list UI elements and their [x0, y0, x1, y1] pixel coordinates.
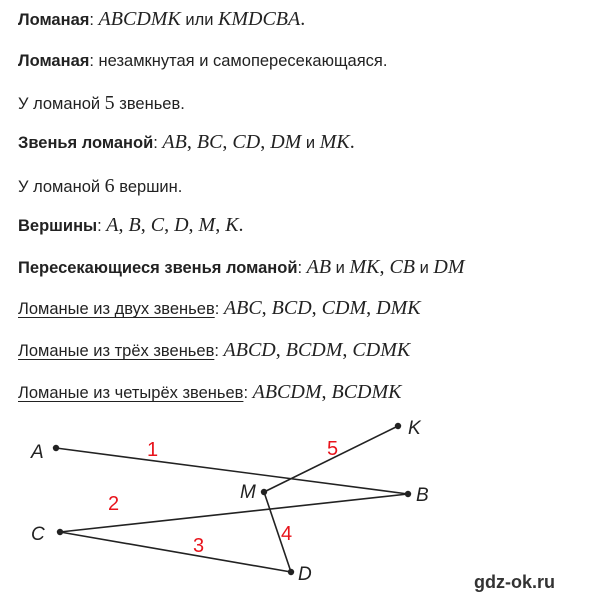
text: : — [214, 300, 224, 318]
text: , — [260, 131, 271, 153]
text: 6 — [104, 175, 115, 197]
text: . — [238, 214, 244, 236]
text: , — [215, 214, 226, 236]
math-text: AB — [162, 131, 187, 153]
text: , — [321, 381, 332, 403]
three-segment-polylines-line — [18, 339, 410, 362]
underlined-label: Ломаные из трёх звеньев — [18, 342, 215, 360]
math-text: ABCDMK — [98, 8, 181, 30]
math-text: DM — [433, 256, 465, 278]
polyline-figure — [0, 400, 592, 600]
segment-label-3: 3 — [193, 535, 205, 557]
text: : — [89, 11, 99, 29]
vertex-d — [288, 569, 294, 575]
math-text: CB — [389, 256, 416, 278]
text: , — [261, 297, 272, 319]
math-text: MK — [349, 256, 380, 278]
math-text: A — [106, 214, 119, 236]
vertices-list-line — [18, 214, 244, 237]
segment-label-4: 4 — [281, 523, 293, 545]
math-text: M — [198, 214, 216, 236]
intersecting-segments-line — [18, 256, 465, 279]
vertex-a — [53, 445, 59, 451]
math-text: AB — [306, 256, 332, 278]
math-text: CDMK — [352, 339, 411, 361]
term-label: Ломаная — [18, 52, 90, 70]
text: , — [311, 297, 322, 319]
label-m: M — [240, 482, 256, 503]
text: , — [118, 214, 129, 236]
text: , — [222, 131, 233, 153]
segment-label-1: 1 — [147, 439, 159, 461]
polyline-type-line — [18, 50, 387, 72]
text: , — [186, 131, 197, 153]
math-text: BCDMK — [331, 381, 402, 403]
text: У ломаной — [18, 178, 105, 196]
label-k: K — [408, 418, 421, 439]
math-text: BC — [196, 131, 223, 153]
text: вершин. — [114, 178, 183, 196]
polyline-svg — [0, 400, 592, 600]
text: : — [153, 134, 163, 152]
text: и — [301, 134, 320, 152]
label-d: D — [298, 564, 312, 585]
text: , — [342, 339, 353, 361]
text: . — [349, 131, 355, 153]
text: , — [164, 214, 175, 236]
math-text: DMK — [376, 297, 421, 319]
math-text: CD — [232, 131, 261, 153]
text: : — [214, 342, 224, 360]
underlined-label: Ломаные из двух звеньев — [18, 300, 215, 318]
text: 5 — [104, 92, 115, 114]
math-text: BCDM — [285, 339, 343, 361]
label-b: B — [416, 485, 429, 506]
two-segment-polylines-line — [18, 297, 421, 320]
math-text: KMDCBA — [218, 8, 301, 30]
text: : незамкнутая и самопересекающаяся. — [89, 52, 388, 70]
segment-ab — [56, 448, 408, 494]
math-text: D — [174, 214, 189, 236]
text: У ломаной — [18, 95, 105, 113]
vertex-c — [57, 529, 63, 535]
text: : — [297, 259, 307, 277]
text: : — [243, 384, 253, 402]
term-label: Пересекающиеся звенья ломаной — [18, 259, 298, 277]
watermark: gdz-ok.ru — [474, 572, 555, 592]
text: . — [300, 8, 306, 30]
text: звеньев. — [114, 95, 185, 113]
text: : — [97, 217, 107, 235]
vertices-count-line — [18, 175, 182, 198]
math-text: ABCDM — [252, 381, 322, 403]
text: , — [188, 214, 199, 236]
math-text: C — [150, 214, 165, 236]
text: , — [140, 214, 151, 236]
math-text: K — [225, 214, 239, 236]
math-text: ABC — [223, 297, 262, 319]
vertex-b — [405, 491, 411, 497]
label-a: A — [31, 442, 44, 463]
math-text: ABCD — [223, 339, 276, 361]
text: или — [180, 11, 218, 29]
math-text: MK — [319, 131, 350, 153]
segments-count-line — [18, 92, 185, 115]
math-text: BCD — [271, 297, 312, 319]
text: и — [415, 259, 434, 277]
text: , — [275, 339, 286, 361]
segment-label-5: 5 — [327, 438, 339, 460]
term-label: Вершины — [18, 217, 98, 235]
text: , — [366, 297, 377, 319]
term-label: Звенья ломаной — [18, 134, 154, 152]
underlined-label: Ломаные из четырёх звеньев — [18, 384, 244, 402]
math-text: DM — [270, 131, 302, 153]
segment-label-2: 2 — [108, 493, 120, 515]
segments-list-line — [18, 131, 355, 154]
math-text: B — [128, 214, 141, 236]
math-text: CDM — [321, 297, 367, 319]
polyline-name-line — [18, 8, 305, 31]
term-label: Ломаная — [18, 11, 90, 29]
segment-cd — [60, 532, 291, 572]
text: , — [379, 256, 390, 278]
text: и — [331, 259, 350, 277]
label-c: C — [31, 524, 45, 545]
vertex-m — [261, 489, 267, 495]
vertex-k — [395, 423, 401, 429]
